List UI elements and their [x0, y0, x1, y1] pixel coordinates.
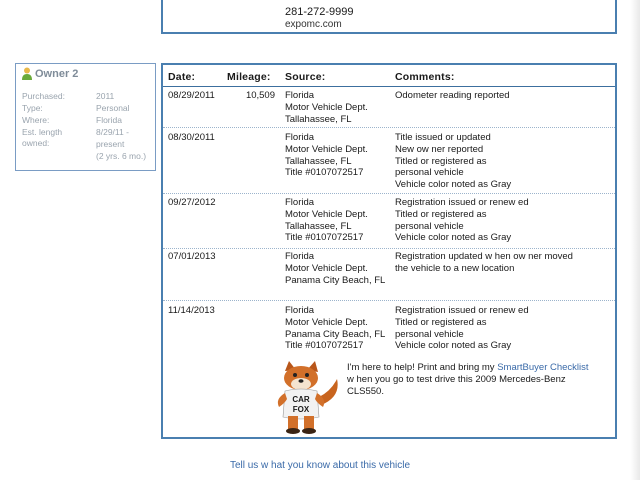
comment-line: Odometer reading reported [395, 90, 510, 101]
owner-value-length-start: 8/29/11 - [96, 127, 129, 137]
scan-edge [630, 0, 640, 480]
source-line: Motor Vehicle Dept. [285, 316, 368, 328]
comment-line: Titled or registered as [395, 155, 487, 167]
source-line: Tallahassee, FL [285, 220, 352, 232]
comment-line: the vehicle to a new location [395, 262, 515, 274]
source-line: Florida [285, 197, 315, 208]
entry-comments [395, 90, 510, 102]
vehicle-history-table [161, 63, 617, 439]
owner-value-type: Personal [96, 103, 130, 113]
entry-comments [395, 197, 529, 244]
source-line: Title #0107072517 [285, 167, 364, 179]
comment-line: Registration issued or renew ed [395, 305, 529, 316]
source-line: Tallahassee, FL [285, 113, 352, 125]
entry-comments [395, 305, 529, 352]
smartbuyer-checklist-link[interactable]: SmartBuyer Checklist [497, 362, 589, 373]
shirt-text-car: CAR [292, 395, 310, 404]
source-line: Panama City Beach, FL [285, 274, 386, 286]
source-line: Title #0107072517 [285, 232, 364, 244]
tell-us-link[interactable]: Tell us w hat you know about this vehicle [229, 460, 411, 471]
column-header-mileage: Mileage: [227, 71, 271, 83]
row-divider [163, 300, 615, 301]
carfox-message-line2: w hen you go to test drive this 2009 Mercedes-Benz [347, 373, 566, 385]
entry-source [285, 305, 385, 352]
source-line: Title #0107072517 [285, 340, 364, 352]
source-line: Motor Vehicle Dept. [285, 101, 368, 113]
owner-value-purchased: 2011 [96, 91, 115, 101]
owner-summary-card [15, 63, 156, 171]
column-header-source: Source: [285, 71, 326, 83]
row-divider [163, 127, 615, 128]
owner-value-length-end: present [96, 139, 125, 149]
dealer-phone: 281-272-9999 [285, 6, 354, 18]
carfox-message-line3: CLS550. [347, 385, 384, 397]
comment-line: Vehicle color noted as Gray [395, 340, 512, 352]
owner-label-purchased: Purchased: [22, 91, 65, 101]
comment-line: personal vehicle [395, 328, 464, 340]
comment-line: personal vehicle [395, 167, 464, 179]
comment-line: Registration issued or renew ed [395, 197, 529, 208]
row-divider [163, 193, 615, 194]
comment-line: Vehicle color noted as Gray [395, 179, 512, 191]
entry-date: 07/01/2013 [168, 251, 216, 262]
entry-source [285, 132, 368, 179]
owner-label-length: Est. length [22, 127, 63, 137]
owner-label-owned: owned: [22, 138, 50, 148]
entry-date: 11/14/2013 [168, 305, 215, 316]
source-line: Florida [285, 305, 315, 316]
source-line: Motor Vehicle Dept. [285, 262, 368, 274]
dealer-website[interactable]: expomc.com [285, 19, 342, 30]
carfox-message-intro: I'm here to help! Print and bring my [347, 362, 498, 373]
source-line: Panama City Beach, FL [285, 328, 386, 340]
comment-line: Registration updated w hen ow ner moved [395, 251, 573, 262]
column-header-comments: Comments: [395, 71, 455, 83]
owner-label-type: Type: [22, 103, 43, 113]
entry-mileage: 10,509 [245, 90, 275, 101]
comment-line: New ow ner reported [395, 143, 484, 155]
owner-title: Owner 2 [35, 67, 79, 80]
owner-value-duration: (2 yrs. 6 mo.) [96, 151, 147, 161]
source-line: Motor Vehicle Dept. [285, 143, 368, 155]
carfox-mascot-icon [271, 361, 343, 435]
entry-comments [395, 251, 573, 275]
comment-line: Title issued or updated [395, 132, 491, 143]
comment-line: Titled or registered as [395, 208, 487, 220]
source-line: Motor Vehicle Dept. [285, 208, 368, 220]
source-line: Florida [285, 132, 315, 143]
person-icon [21, 67, 33, 80]
carfox-message [347, 362, 607, 397]
entry-date: 08/30/2011 [168, 132, 215, 143]
entry-date: 08/29/2011 [168, 90, 215, 101]
carfox-promo [271, 358, 611, 438]
entry-source [285, 251, 385, 286]
source-line: Tallahassee, FL [285, 155, 352, 167]
entry-source [285, 197, 368, 244]
owner-header [21, 67, 78, 80]
entry-date: 09/27/2012 [168, 197, 216, 208]
comment-line: Titled or registered as [395, 316, 487, 328]
owner-value-where: Florida [96, 115, 122, 125]
dealer-info-box [161, 0, 617, 34]
comment-line: Vehicle color noted as Gray [395, 232, 512, 244]
entry-source [285, 90, 368, 125]
column-header-date: Date: [168, 71, 196, 83]
row-divider [163, 248, 615, 249]
header-divider [163, 86, 615, 87]
owner-label-where: Where: [22, 115, 50, 125]
source-line: Florida [285, 251, 315, 262]
entry-comments [395, 132, 511, 191]
comment-line: personal vehicle [395, 220, 464, 232]
source-line: Florida [285, 90, 315, 101]
shirt-text-fox: FOX [292, 405, 310, 414]
